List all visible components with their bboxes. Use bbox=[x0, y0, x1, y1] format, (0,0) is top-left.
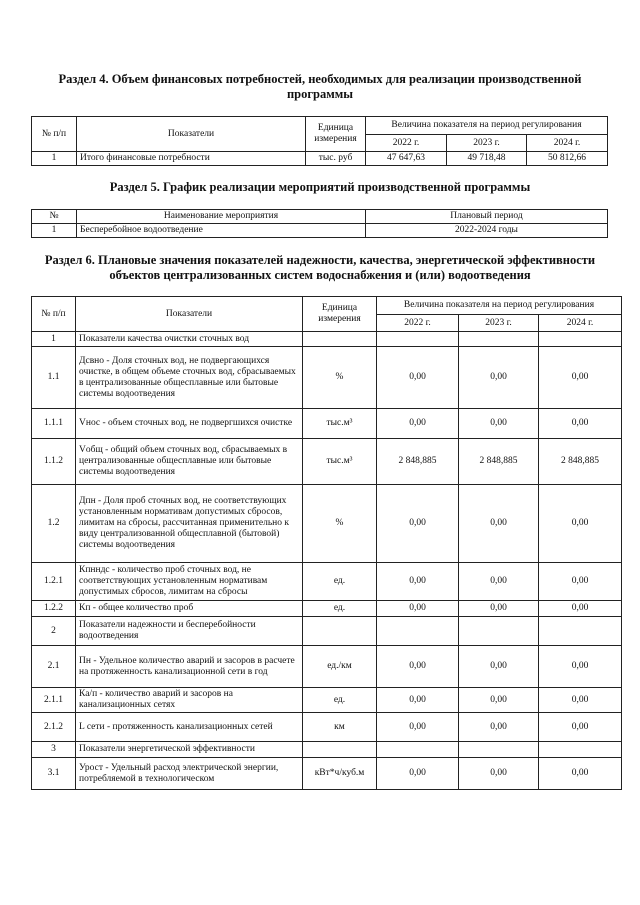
table-row bbox=[32, 646, 622, 688]
row-unit: тыс.м³ bbox=[303, 439, 377, 485]
header-indicator: Показатели bbox=[76, 297, 303, 332]
row-indicator: Ка/п - количество аварий и засоров на канализационных сетях bbox=[76, 688, 303, 713]
row-value-2024: 0,00 bbox=[539, 758, 622, 790]
row-num: 3.1 bbox=[32, 758, 76, 790]
header-value-group: Величина показателя на период регулирования bbox=[366, 117, 608, 135]
row-value-2024: 0,00 bbox=[539, 485, 622, 563]
row-value-2023: 0,00 bbox=[459, 646, 539, 688]
row-num: 1 bbox=[32, 224, 77, 238]
header-year-2022: 2022 г. bbox=[377, 315, 459, 332]
row-num: 2.1.2 bbox=[32, 713, 76, 742]
row-value-2024: 0,00 bbox=[539, 688, 622, 713]
row-value-2022: 2 848,885 bbox=[377, 439, 459, 485]
table-row bbox=[32, 152, 608, 166]
row-value-2023: 0,00 bbox=[459, 688, 539, 713]
row-indicator: Пн - Удельное количество аварий и засоров в расчете на протяженность канализационной сети в год bbox=[76, 646, 303, 688]
header-unit: Единица измерения bbox=[303, 297, 377, 332]
row-name: Бесперебойное водоотведение bbox=[77, 224, 366, 238]
row-indicator: Урост - Удельный расход электрической энергии, потребляемой в технологическом bbox=[76, 758, 303, 790]
header-period: Плановый период bbox=[366, 210, 608, 224]
row-num: 1 bbox=[32, 332, 76, 347]
row-num: 2.1 bbox=[32, 646, 76, 688]
row-value-2024: 0,00 bbox=[539, 713, 622, 742]
row-num: 1 bbox=[32, 152, 77, 166]
header-num: № bbox=[32, 210, 77, 224]
row-unit: ед. bbox=[303, 563, 377, 601]
row-unit: ед. bbox=[303, 688, 377, 713]
row-num: 1.1 bbox=[32, 347, 76, 409]
table-row bbox=[32, 617, 622, 646]
row-indicator: Кп - общее количество проб bbox=[76, 601, 303, 617]
row-indicator: Vобщ - общий объем сточных вод, сбрасываемых в централизованные общесплавные или бытовые системы водоотведения bbox=[76, 439, 303, 485]
header-value-group: Величина показателя на период регулирования bbox=[377, 297, 622, 315]
row-value-2023: 0,00 bbox=[459, 713, 539, 742]
row-value-2024 bbox=[539, 332, 622, 347]
row-value-2023 bbox=[459, 742, 539, 758]
header-year-2023: 2023 г. bbox=[447, 135, 527, 152]
row-value-2022: 0,00 bbox=[377, 409, 459, 439]
row-value-2022: 0,00 bbox=[377, 485, 459, 563]
row-value-2024: 0,00 bbox=[539, 563, 622, 601]
row-unit: % bbox=[303, 347, 377, 409]
header-year-2024: 2024 г. bbox=[527, 135, 608, 152]
header-num: № п/п bbox=[32, 297, 76, 332]
row-unit bbox=[303, 617, 377, 646]
row-num: 1.1.1 bbox=[32, 409, 76, 439]
section6-table bbox=[31, 296, 622, 790]
row-num: 1.1.2 bbox=[32, 439, 76, 485]
row-value-2022 bbox=[377, 742, 459, 758]
row-indicator: Дсвно - Доля сточных вод, не подвергающихся очистке, в общем объеме сточных вод, сбрасываемых в централизованные общесплавные или бытовые системы водоотведения bbox=[76, 347, 303, 409]
row-unit: км bbox=[303, 713, 377, 742]
row-num: 2 bbox=[32, 617, 76, 646]
row-indicator: Показатели надежности и бесперебойности водоотведения bbox=[76, 617, 303, 646]
row-unit: ед. bbox=[303, 601, 377, 617]
row-value-2022: 0,00 bbox=[377, 646, 459, 688]
section6-rows bbox=[32, 332, 622, 790]
row-value-2023: 0,00 bbox=[459, 601, 539, 617]
header-year-2022: 2022 г. bbox=[366, 135, 447, 152]
header-num: № п/п bbox=[32, 117, 77, 152]
section5-table bbox=[31, 209, 608, 238]
row-value-2022: 0,00 bbox=[377, 758, 459, 790]
row-unit: кВт*ч/куб.м bbox=[303, 758, 377, 790]
row-unit: тыс. руб bbox=[306, 152, 366, 166]
row-num: 1.2 bbox=[32, 485, 76, 563]
row-period: 2022-2024 годы bbox=[366, 224, 608, 238]
row-value-2022: 47 647,63 bbox=[366, 152, 447, 166]
row-unit bbox=[303, 742, 377, 758]
header-name: Наименование мероприятия bbox=[77, 210, 366, 224]
table-row bbox=[32, 758, 622, 790]
row-value-2023: 0,00 bbox=[459, 758, 539, 790]
row-value-2022: 0,00 bbox=[377, 713, 459, 742]
row-value-2024: 0,00 bbox=[539, 347, 622, 409]
row-value-2023: 0,00 bbox=[459, 347, 539, 409]
table-row bbox=[32, 332, 622, 347]
header-year-2024: 2024 г. bbox=[539, 315, 622, 332]
row-value-2023 bbox=[459, 617, 539, 646]
row-value-2024: 0,00 bbox=[539, 409, 622, 439]
row-indicator: Vнос - объем сточных вод, не подвергшихся очистке bbox=[76, 409, 303, 439]
table-row bbox=[32, 439, 622, 485]
row-value-2023: 0,00 bbox=[459, 485, 539, 563]
row-value-2022: 0,00 bbox=[377, 688, 459, 713]
table-row bbox=[32, 563, 622, 601]
row-value-2024: 0,00 bbox=[539, 646, 622, 688]
row-num: 1.2.2 bbox=[32, 601, 76, 617]
row-value-2024: 50 812,66 bbox=[527, 152, 608, 166]
row-value-2023: 0,00 bbox=[459, 563, 539, 601]
table-row bbox=[32, 688, 622, 713]
table-row bbox=[32, 224, 608, 238]
row-value-2024 bbox=[539, 617, 622, 646]
row-value-2023: 0,00 bbox=[459, 409, 539, 439]
row-value-2024 bbox=[539, 742, 622, 758]
row-value-2022: 0,00 bbox=[377, 347, 459, 409]
header-indicator: Показатели bbox=[77, 117, 306, 152]
row-unit: тыс.м³ bbox=[303, 409, 377, 439]
section5-title: Раздел 5. График реализации мероприятий производственной программы bbox=[109, 180, 531, 194]
row-value-2022 bbox=[377, 617, 459, 646]
table-row bbox=[32, 485, 622, 563]
row-unit: % bbox=[303, 485, 377, 563]
row-value-2022: 0,00 bbox=[377, 601, 459, 617]
row-value-2023 bbox=[459, 332, 539, 347]
row-value-2022 bbox=[377, 332, 459, 347]
table-row bbox=[32, 601, 622, 617]
table-row bbox=[32, 742, 622, 758]
row-value-2024: 0,00 bbox=[539, 601, 622, 617]
row-indicator: L сети - протяженность канализационных сетей bbox=[76, 713, 303, 742]
row-indicator: Кпнндс - количество проб сточных вод, не соответствующих установленным нормативам допустимых сбросов, лимитам на сбросы bbox=[76, 563, 303, 601]
row-indicator: Показатели энергетической эффективности bbox=[76, 742, 303, 758]
row-value-2023: 49 718,48 bbox=[447, 152, 527, 166]
row-num: 2.1.1 bbox=[32, 688, 76, 713]
row-num: 3 bbox=[32, 742, 76, 758]
row-value-2023: 2 848,885 bbox=[459, 439, 539, 485]
section4-title: Раздел 4. Объем финансовых потребностей, необходимых для реализации производственной программы bbox=[58, 72, 582, 101]
row-unit: ед./км bbox=[303, 646, 377, 688]
row-num: 1.2.1 bbox=[32, 563, 76, 601]
table-row bbox=[32, 713, 622, 742]
table-row bbox=[32, 347, 622, 409]
table-row bbox=[32, 409, 622, 439]
row-indicator: Дпн - Доля проб сточных вод, не соответствующих установленным нормативам допустимых сбросов, лимитам на сбросы, рассчитанная применительно к виду централизованной общесплавной (бытовой) системы водоотведения bbox=[76, 485, 303, 563]
header-year-2023: 2023 г. bbox=[459, 315, 539, 332]
row-indicator: Итого финансовые потребности bbox=[77, 152, 306, 166]
row-indicator: Показатели качества очистки сточных вод bbox=[76, 332, 303, 347]
header-unit: Единица измерения bbox=[306, 117, 366, 152]
row-value-2022: 0,00 bbox=[377, 563, 459, 601]
row-unit bbox=[303, 332, 377, 347]
section4-table bbox=[31, 116, 608, 166]
row-value-2024: 2 848,885 bbox=[539, 439, 622, 485]
section6-title: Раздел 6. Плановые значения показателей надежности, качества, энергетической эффективности объектов централизованных систем водоснабжения и (или) водоотведения bbox=[44, 253, 596, 282]
